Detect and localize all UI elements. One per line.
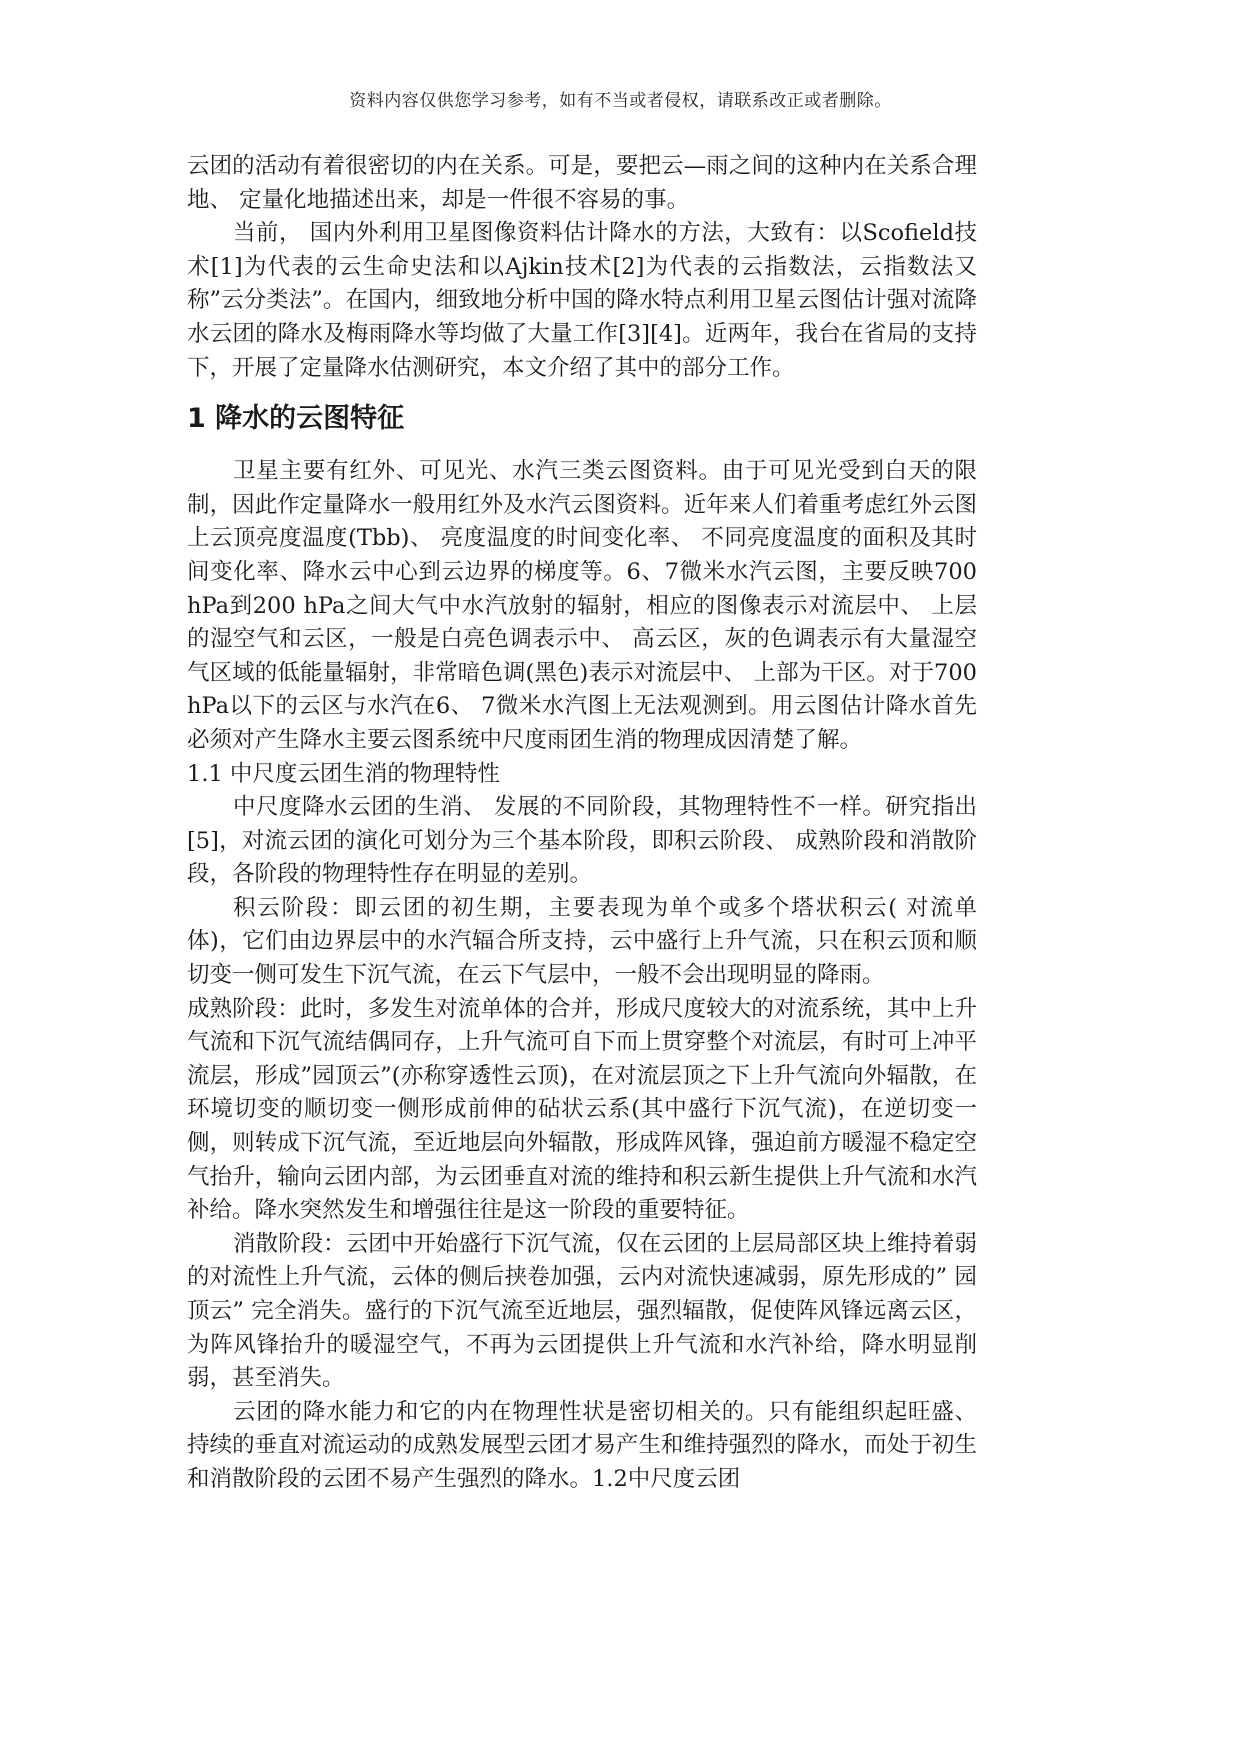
- paragraph-satellite-imagery: 卫星主要有红外、可见光、水汽三类云图资料。由于可见光受到白天的限制，因此作定量降水一般用红外及水汽云图资料。近年来人们着重考虑红外云图上云顶亮度温度(Tbb)、 亮度温度的时间变化率、 不同亮度温度的面积及其时间变化率、降水云中心到云边界的梯度等。6、7微米水汽云图，主要反映700 hPa到200 hPa之间大气中水汽放射的辐射，相应的图像表示对流层中、 上层的湿空气和云区，一般是白亮色调表示中、 高云区，灰的色调表示有大量湿空气区域的低能量辐射，非常暗色调(黑色)表示对流层中、 上部为干区。对于700 hPa以下的云区与水汽在6、 7微米水汽图上无法观测到。用云图估计降水首先必须对产生降水主要云图系统中尺度雨团生消的物理成因清楚了解。: [187, 458, 977, 753]
- paragraph-dissipating-stage: 消散阶段：云团中开始盛行下沉气流，仅在云团的上层局部区块上维持着弱的对流性上升气流，云体的侧后挟卷加强，云内对流快速减弱，原先形成的” 园顶云” 完全消失。盛行的下沉气流至近地层，强烈辐散，促使阵风锋远离云区，为阵风锋抬升的暖湿空气，不再为云团提供上升气流和水汽补给，降水明显削弱，甚至消失。: [187, 1230, 977, 1392]
- disclaimer-header: 资料内容仅供您学习参考，如有不当或者侵权，请联系改正或者删除。: [349, 91, 892, 111]
- subsection-heading-1-1: 1.1 中尺度云团生消的物理特性: [187, 760, 500, 787]
- paragraph-cumulus-stage: 积云阶段：即云团的初生期，主要表现为单个或多个塔状积云( 对流单体)，它们由边界层中的水汽辐合所支持，云中盛行上升气流，只在积云顶和顺切变一侧可发生下沉气流，在云下气层中，一般不会出现明显的降雨。: [187, 894, 977, 989]
- paragraph-estimation-methods: 当前， 国内外利用卫星图像资料估计降水的方法，大致有：以Scofield技术[1]为代表的云生命史法和以Ajkin技术[2]为代表的云指数法，云指数法又称”云分类法”。在国内，细致地分析中国的降水特点利用卫星云图估计强对流降水云团的降水及梅雨降水等均做了大量工作[3][4]。近两年，我台在省局的支持下，开展了定量降水估测研究，本文介绍了其中的部分工作。: [187, 220, 977, 381]
- paragraph-precipitation-capacity: 云团的降水能力和它的内在物理性状是密切相关的。只有能组织起旺盛、 持续的垂直对流运动的成熟发展型云团才易产生和维持强烈的降水，而处于初生和消散阶段的云团不易产生强烈的降水。1.2中尺度云团: [187, 1398, 977, 1492]
- paragraph-cloud-rain-relation: 云团的活动有着很密切的内在关系。可是，要把云—雨之间的这种内在关系合理地、 定量化地描述出来，却是一件很不容易的事。: [187, 153, 977, 213]
- paragraph-mature-stage: 成熟阶段：此时，多发生对流单体的合并，形成尺度较大的对流系统，其中上升气流和下沉气流结偶同存，上升气流可自下而上贯穿整个对流层，有时可上冲平流层，形成”园顶云”(亦称穿透性云顶)，在对流层顶之下上升气流向外辐散，在环境切变的顺切变一侧形成前伸的砧状云系(其中盛行下沉气流)，在逆切变一侧，则转成下沉气流，至近地层向外辐散，形成阵风锋，强迫前方暖湿不稳定空气抬升，输向云团内部，为云团垂直对流的维持和积云新生提供上升气流和水汽补给。降水突然发生和增强往往是这一阶段的重要特征。: [187, 995, 977, 1224]
- section-heading-1: 1 降水的云图特征: [187, 403, 405, 435]
- document-body: [187, 150, 977, 1497]
- paragraph-mesoscale-stages: 中尺度降水云团的生消、 发展的不同阶段，其物理特性不一样。研究指出[5]，对流云团的演化可划分为三个基本阶段，即积云阶段、 成熟阶段和消散阶段，各阶段的物理特性存在明显的差别。: [187, 794, 977, 888]
